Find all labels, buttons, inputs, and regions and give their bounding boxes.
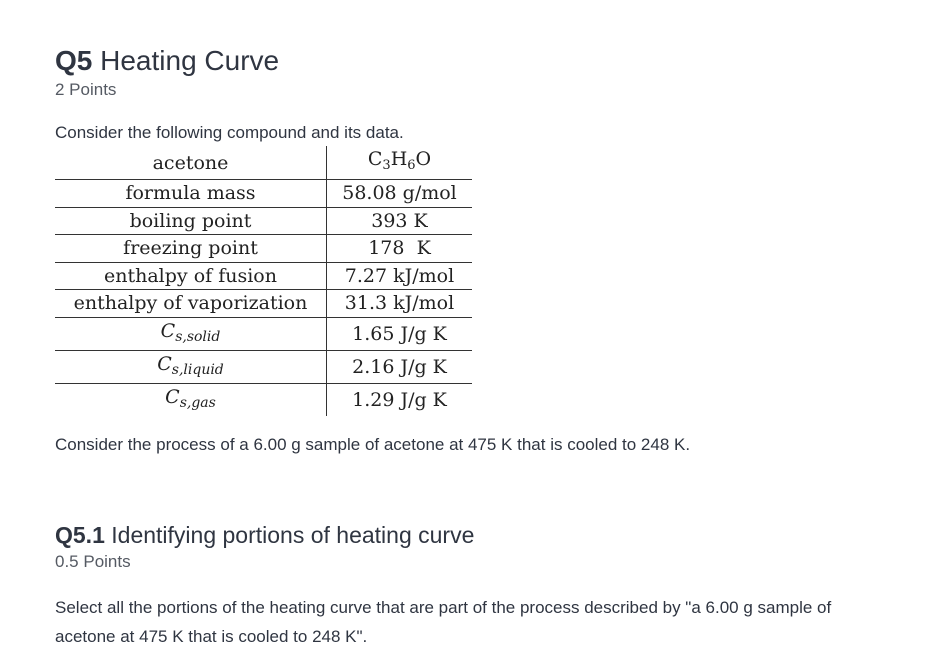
table-row (55, 207, 472, 235)
table-row (55, 262, 472, 290)
row-label-enthalpy-fusion: enthalpy of fusion (55, 262, 327, 290)
question-number: Q5 (55, 45, 93, 76)
row-value-cs-liquid: 2.16 J/g K (327, 350, 473, 383)
row-value-boiling-point: 393 K (327, 207, 473, 235)
row-label-boiling-point: boiling point (55, 207, 327, 235)
subquestion-points: 0.5 Points (55, 552, 131, 571)
compound-name: acetone (55, 146, 327, 180)
row-value-cs-gas: 1.29 J/g K (352, 388, 447, 411)
process-description: Consider the process of a 6.00 g sample of acetone at 475 K that is cooled to 248 K. (55, 435, 691, 454)
row-value-enthalpy-vaporization: 31.3 kJ/mol (327, 290, 473, 318)
row-label-freezing-point: freezing point (55, 235, 327, 263)
row-label-formula-mass: formula mass (55, 180, 327, 208)
table-row (55, 317, 472, 350)
question-title-text: Heating Curve (100, 45, 280, 76)
row-label-cs-liquid: $C_{s,liquid}$ (55, 350, 327, 383)
table-row (55, 235, 472, 263)
row-value-enthalpy-fusion: 7.27 kJ/mol (327, 262, 473, 290)
table-row (55, 383, 472, 416)
table-row (55, 350, 472, 383)
row-value-freezing-point: 178 K (327, 235, 473, 263)
compound-data-table (55, 146, 472, 416)
compound-formula: $C_3H_6O$ (327, 146, 473, 180)
row-label-cs-solid: $C_{s,solid}$ (55, 317, 327, 350)
table-row (55, 290, 472, 318)
question-title (55, 44, 279, 78)
subquestion-title (55, 521, 474, 549)
subquestion-number: Q5.1 (55, 522, 105, 548)
table-header-row (55, 146, 472, 180)
row-value-cs-solid: 1.65 J/g K (327, 317, 473, 350)
row-label-cs-gas: $C_{s,gas}$ (55, 383, 327, 416)
subquestion-title-text: Identifying portions of heating curve (111, 522, 475, 548)
table-row (55, 180, 472, 208)
subquestion-prompt: Select all the portions of the heating curve that are part of the process described by "a 6.00 g sample of acetone at 475 K that is cooled to 248 K". (55, 598, 832, 646)
question-points: 2 Points (55, 80, 117, 99)
row-value-formula-mass: 58.08 g/mol (327, 180, 473, 208)
question-intro: Consider the following compound and its data. (55, 123, 404, 142)
row-label-enthalpy-vaporization: enthalpy of vaporization (55, 290, 327, 318)
